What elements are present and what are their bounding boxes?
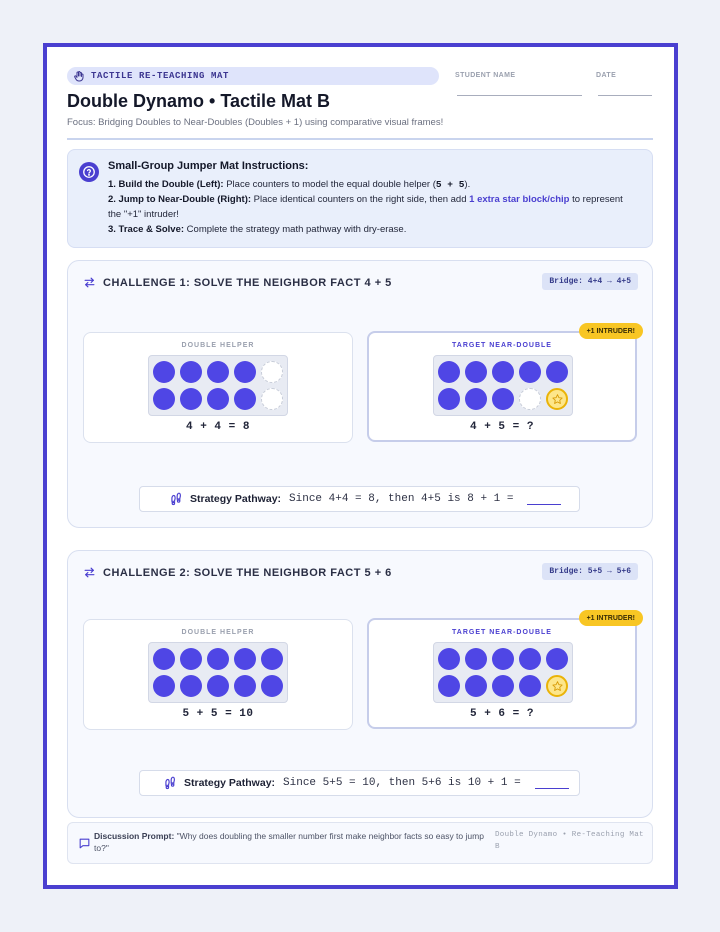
helper-equation: 4 + 4 = 8 [186,421,250,433]
helper-equation: 5 + 5 = 10 [182,708,254,720]
swap-arrows-icon [83,276,96,289]
counter-chip[interactable] [234,648,256,670]
target-near-double-card [367,327,637,442]
counter-chip[interactable] [207,361,229,383]
counter-chip[interactable] [492,675,514,697]
challenge-title: CHALLENGE 2: SOLVE THE NEIGHBOR FACT 5 + 6 [103,566,392,579]
counter-chip[interactable] [207,388,229,410]
ten-frame[interactable] [148,642,288,703]
answer-blank[interactable] [527,494,561,505]
header-divider [67,138,653,140]
challenge-header [83,276,392,289]
swap-arrows-icon [83,566,96,579]
target-equation: 4 + 5 = ? [470,421,534,433]
counter-chip[interactable] [180,675,202,697]
counter-chip[interactable] [153,361,175,383]
counter-chip[interactable] [234,388,256,410]
counter-chip[interactable] [465,675,487,697]
instruction-step-2: 2. Jump to Near-Double (Right): Place identical counters on the right side, then add 1 extra star block/chip to represent the "+1" intruder! [108,194,623,220]
counter-chip[interactable] [180,388,202,410]
pathway-label: Strategy Pathway: [184,777,276,789]
focus-line: Focus: Bridging Doubles to Near-Doubles (Doubles + 1) using comparative visual frames! [67,117,444,128]
ten-frame[interactable] [148,355,288,416]
challenge-panel-1 [67,260,653,528]
intruder-badge: +1 INTRUDER! [579,610,643,626]
ten-frame[interactable] [433,642,573,703]
counter-chip[interactable] [519,675,541,697]
discussion-footer [67,822,653,864]
counter-chip[interactable] [519,361,541,383]
star-icon[interactable] [546,675,568,697]
counter-chip[interactable] [546,361,568,383]
counter-chip[interactable] [180,648,202,670]
footsteps-icon [169,492,183,506]
counter-chip[interactable] [465,361,487,383]
counter-chip[interactable] [234,675,256,697]
card-label: DOUBLE HELPER [181,629,255,636]
footer-brand: Double Dynamo • Re-Teaching Mat B [495,831,644,851]
target-near-double-card [367,614,637,729]
intruder-badge: +1 INTRUDER! [579,323,643,339]
counter-chip[interactable] [153,388,175,410]
strategy-pathway [139,486,580,512]
challenge-panel-2 [67,550,653,818]
counter-chip[interactable] [153,648,175,670]
counter-chip[interactable] [519,648,541,670]
date-field[interactable] [598,95,652,96]
student-name-label: STUDENT NAME [455,72,516,79]
counter-chip[interactable] [234,361,256,383]
instruction-step-3: 3. Trace & Solve: Complete the strategy math pathway with dry-erase. [108,224,407,235]
counter-chip[interactable] [492,648,514,670]
strategy-pathway [139,770,580,796]
counter-chip[interactable] [438,648,460,670]
counter-chip[interactable] [153,675,175,697]
instructions-steps [108,177,638,237]
question-icon [79,162,99,182]
ten-frame[interactable] [433,355,573,416]
instruction-step-1: 1. Build the Double (Left): Place counters to model the equal double helper (5 + 5). [108,179,471,190]
empty-slot[interactable] [519,388,541,410]
badge-label: TACTILE RE-TEACHING MAT [91,71,230,81]
counter-chip[interactable] [465,388,487,410]
double-helper-card [83,332,353,443]
answer-blank[interactable] [535,778,569,789]
card-label: TARGET NEAR-DOUBLE [452,629,552,636]
counter-chip[interactable] [180,361,202,383]
counter-chip[interactable] [207,675,229,697]
counter-chip[interactable] [207,648,229,670]
counter-chip[interactable] [438,675,460,697]
hand-icon [73,70,85,82]
pathway-label: Strategy Pathway: [190,493,282,505]
counter-chip[interactable] [465,648,487,670]
date-label: DATE [596,72,617,79]
mat-type-badge [67,67,439,85]
card-label: DOUBLE HELPER [181,342,255,349]
counter-chip[interactable] [492,388,514,410]
instructions-title: Small-Group Jumper Mat Instructions: [108,160,309,172]
worksheet-page [43,43,678,889]
empty-slot[interactable] [261,361,283,383]
star-icon[interactable] [546,388,568,410]
challenge-header [83,566,392,579]
chat-bubble-icon [78,837,91,850]
pathway-sentence: Since 5+5 = 10, then 5+6 is 10 + 1 = [283,777,521,789]
counter-chip[interactable] [438,361,460,383]
bridge-tag: Bridge: 5+5 → 5+6 [542,563,638,580]
counter-chip[interactable] [261,648,283,670]
counter-chip[interactable] [261,675,283,697]
counter-chip[interactable] [438,388,460,410]
page-title: Double Dynamo • Tactile Mat B [67,91,331,111]
counter-chip[interactable] [492,361,514,383]
student-name-field[interactable] [457,95,582,96]
footsteps-icon [163,776,177,790]
challenge-title: CHALLENGE 1: SOLVE THE NEIGHBOR FACT 4 + 5 [103,276,392,289]
discussion-prompt: Discussion Prompt: "Why does doubling the smaller number first make neighbor facts so easy to jump to?" [94,831,484,853]
double-helper-card [83,619,353,730]
counter-chip[interactable] [546,648,568,670]
card-label: TARGET NEAR-DOUBLE [452,342,552,349]
instructions-box [67,149,653,248]
target-equation: 5 + 6 = ? [470,708,534,720]
empty-slot[interactable] [261,388,283,410]
bridge-tag: Bridge: 4+4 → 4+5 [542,273,638,290]
pathway-sentence: Since 4+4 = 8, then 4+5 is 8 + 1 = [289,493,514,505]
